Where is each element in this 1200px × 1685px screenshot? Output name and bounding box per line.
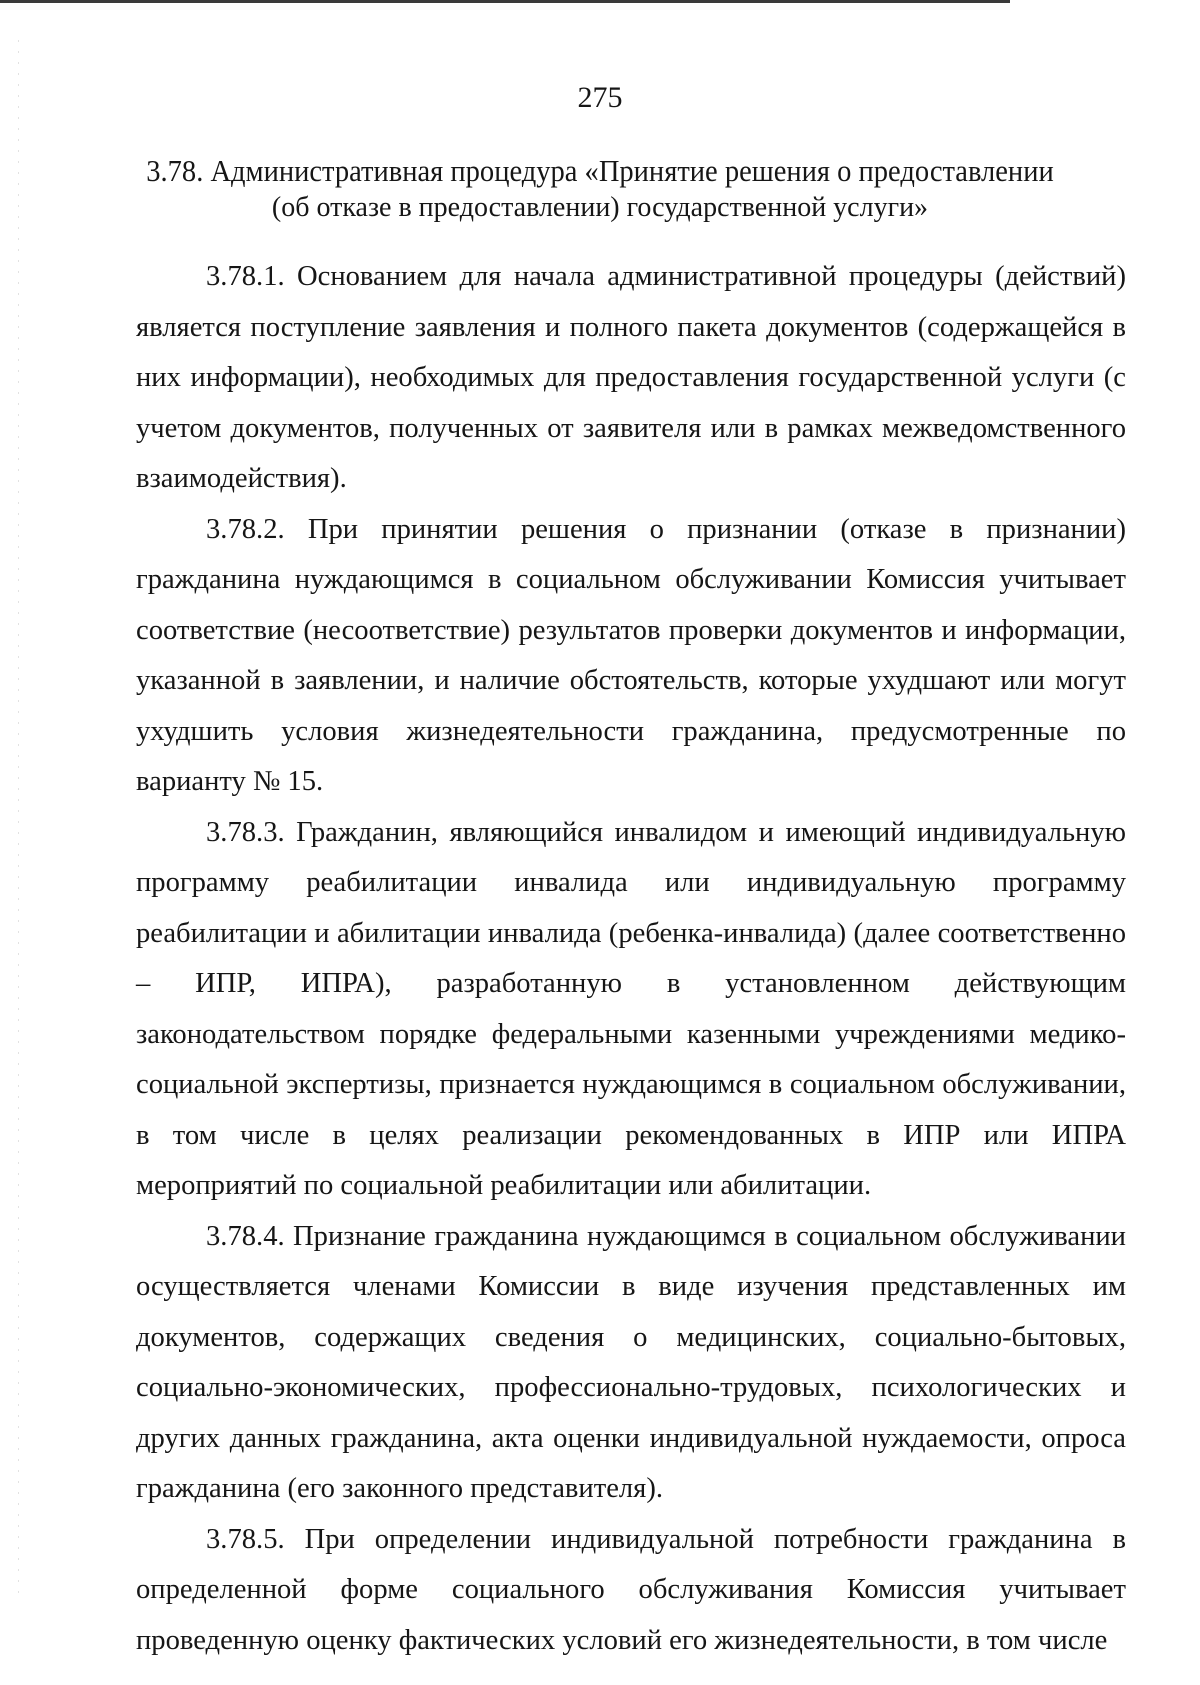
page-number: 275 [577, 81, 623, 114]
paragraph-3-78-3: 3.78.3. Гражданин, являющийся инвалидом и имеющий индивидуальную программу реабилитации инвалида или индивидуальную программу реабилитации и абилитации инвалида (ребенка-инвалида) (далее соответственно – ИПР, ИПРА), разработанную в установленном действующим законодательством порядке федеральными казенными учреждениями медико-социальной экспертизы, признается нуждающимся в социальном обслуживании, в том числе в целях реализации рекомендованных в ИПР или ИПРА мероприятий по социальной реабилитации или абилитации. [136, 816, 1126, 1201]
scan-top-rule [0, 0, 1010, 3]
paragraph-3-78-5: 3.78.5. При определении индивидуальной потребности гражданина в определенной форме социального обслуживания Комиссия учитывает проведенную оценку фактических условий его жизнедеятельности, в том числе [136, 1523, 1126, 1656]
paragraph-3-78-1: 3.78.1. Основанием для начала административной процедуры (действий) является поступление заявления и полного пакета документов (содержащейся в них информации), необходимых для предоставления государственной услуги (с учетом документов, полученных от заявителя или в рамках межведомственного взаимодействия). [136, 261, 1126, 494]
paragraph-3-78-4: 3.78.4. Признание гражданина нуждающимся в социальном обслуживании осуществляется членами Комиссии в виде изучения представленных им документов, содержащих сведения о медицинских, социально-бытовых, социально-экономических, профессионально-трудовых, психологических и других данных гражданина, акта оценки индивидуальной нуждаемости, опроса гражданина (его законного представителя). [136, 1220, 1126, 1504]
section-heading-line-1: 3.78. Административная процедура «Принятие решения о предоставлении [146, 153, 1054, 188]
scan-margin-artifact [18, 40, 19, 1600]
section-heading [0, 152, 1200, 226]
section-heading-line-2: (об отказе в предоставлении) государственной услуги» [271, 192, 929, 223]
document-body [136, 252, 1126, 1666]
paragraph-3-78-2: 3.78.2. При принятии решения о признании (отказе в признании) гражданина нуждающимся в социальном обслуживании Комиссия учитывает соответствие (несоответствие) результатов проверки документов и информации, указанной в заявлении, и наличие обстоятельств, которые ухудшают или могут ухудшить условия жизнедеятельности гражданина, предусмотренные по варианту № 15. [136, 513, 1126, 797]
